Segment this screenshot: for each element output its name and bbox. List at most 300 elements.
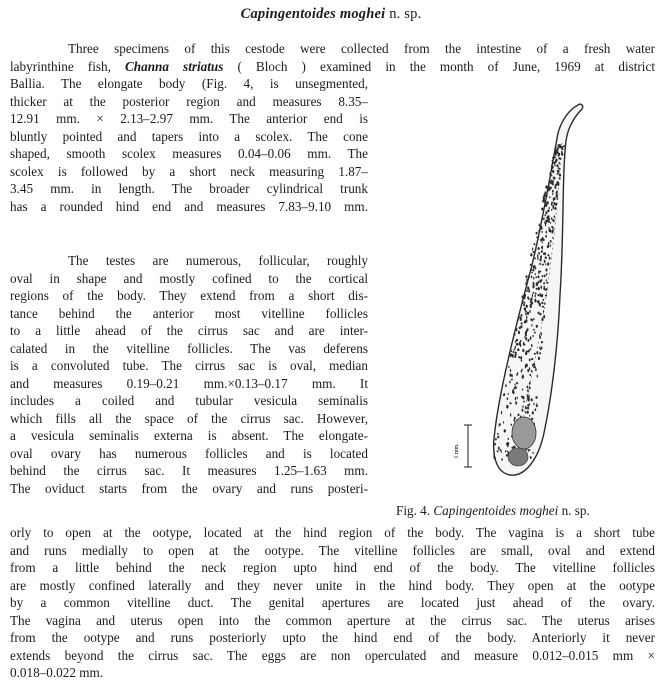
follicle-dot <box>524 294 526 297</box>
text-line: is a convoluted tube. The cirrus sac is oval, median <box>10 358 368 373</box>
ovary <box>508 448 528 466</box>
text-line: a vesicula seminalis externa is absent. The elongate- <box>10 428 368 443</box>
follicle-dot <box>525 364 527 368</box>
follicle-dot <box>518 356 520 358</box>
follicle-dot <box>541 302 543 304</box>
follicle-dot <box>507 397 509 400</box>
follicle-dot <box>540 294 542 297</box>
follicle-dot <box>536 325 538 328</box>
follicle-dot <box>529 387 531 389</box>
follicle-dot <box>547 262 549 265</box>
follicle-dot <box>521 322 523 324</box>
follicle-dot <box>539 263 541 265</box>
follicle-dot <box>526 290 528 292</box>
follicle-dot <box>522 299 524 302</box>
follicle-dot <box>497 450 499 452</box>
follicle-dot <box>508 393 509 395</box>
follicle-dot <box>541 208 543 211</box>
text-line: orly to open at the ootype, located at the hind region of the body. The vagina is a short tube <box>10 525 655 540</box>
follicle-dot <box>531 324 532 327</box>
follicle-dot <box>550 174 552 176</box>
text-line: bluntly pointed and tapers into a scolex. The cone <box>10 128 368 144</box>
follicle-dot <box>531 398 533 401</box>
follicle-dot <box>538 237 539 240</box>
follicle-dot <box>523 344 525 346</box>
follicle-dot <box>550 240 552 243</box>
text-line: thicker at the posterior region and measures 8.35– <box>10 93 368 109</box>
follicle-dot <box>545 211 547 214</box>
follicle-dot <box>523 302 525 304</box>
follicle-dot <box>523 304 525 306</box>
follicle-dot <box>532 363 534 365</box>
follicle-dot <box>552 180 554 182</box>
follicle-dot <box>544 252 546 255</box>
follicle-dot <box>554 207 556 210</box>
follicle-dot <box>534 300 536 303</box>
follicle-dot <box>523 401 525 403</box>
follicle-dot <box>549 257 551 260</box>
follicle-dot <box>514 332 515 335</box>
follicle-dot <box>557 164 559 167</box>
follicle-dot <box>558 157 560 159</box>
follicle-dot <box>517 339 518 341</box>
follicle-dot <box>550 180 551 182</box>
follicle-dot <box>509 381 510 384</box>
follicle-dot <box>534 353 536 355</box>
follicle-dot <box>533 243 535 245</box>
follicle-dot <box>538 271 540 274</box>
follicle-dot <box>538 281 539 284</box>
text-line: The testes are numerous, follicular, roughly <box>68 253 368 268</box>
text-span: ( Bloch ) examined in the month of June, 1969 at district <box>223 58 655 74</box>
follicle-dot <box>533 292 535 294</box>
follicle-dot <box>515 353 517 356</box>
follicle-dot <box>532 294 533 297</box>
follicle-dot <box>538 252 540 254</box>
follicle-dot <box>552 237 553 239</box>
follicle-dot <box>522 349 524 352</box>
follicle-dot <box>541 250 543 252</box>
follicle-dot <box>497 433 499 435</box>
follicle-dot <box>537 294 539 296</box>
follicle-dot <box>526 386 528 389</box>
follicle-dot <box>528 297 529 300</box>
follicle-dot <box>544 214 545 216</box>
follicle-dot <box>538 312 540 315</box>
follicle-dot <box>514 419 515 422</box>
follicle-dot <box>545 263 546 265</box>
follicle-dot <box>550 222 551 224</box>
follicle-dot <box>552 183 554 185</box>
follicle-dot <box>529 310 530 313</box>
follicle-dot <box>553 219 554 222</box>
follicle-dot <box>516 339 517 341</box>
follicle-dot <box>525 313 527 315</box>
text-line: by a common vitelline duct. The genital apertures are located just ahead of the ovary. <box>10 595 655 610</box>
follicle-dot <box>555 203 557 206</box>
text-line: scolex is followed by a short neck measuring 1.87– <box>10 163 368 179</box>
follicle-dot <box>557 190 558 193</box>
follicle-dot <box>530 456 532 459</box>
text-line: 3.45 mm. in length. The broader cylindrical trunk <box>10 181 368 196</box>
follicle-dot <box>527 369 529 372</box>
follicle-dot <box>536 236 537 238</box>
follicle-dot <box>531 370 533 372</box>
follicle-dot <box>540 313 542 316</box>
follicle-dot <box>515 346 516 349</box>
follicle-dot <box>527 404 529 407</box>
title-species-name: Capingentoides moghei <box>240 6 386 22</box>
follicle-dot <box>547 189 549 191</box>
follicle-dot <box>547 209 549 212</box>
follicle-dot <box>556 194 558 197</box>
cirrus-sac <box>512 417 536 449</box>
follicle-dot <box>529 382 531 385</box>
follicle-dot <box>530 264 532 266</box>
follicle-dot <box>527 328 528 332</box>
follicle-dot <box>541 285 543 288</box>
follicle-dot <box>522 302 523 305</box>
follicle-dot <box>563 145 565 147</box>
follicle-dot <box>526 305 527 307</box>
follicle-dot <box>552 230 554 232</box>
follicle-dot <box>545 294 547 296</box>
follicle-dot <box>532 411 534 414</box>
follicle-dot <box>525 282 527 285</box>
follicle-dot <box>516 382 518 385</box>
follicle-dot <box>548 215 549 218</box>
follicle-dot <box>544 193 546 197</box>
follicle-dot <box>537 300 539 303</box>
follicle-dot <box>561 153 563 156</box>
follicle-dot <box>529 449 530 451</box>
follicle-dot <box>548 242 550 245</box>
follicle-dot <box>511 354 513 357</box>
follicle-dot <box>551 226 553 228</box>
follicle-dot <box>537 374 538 377</box>
follicle-dot <box>559 174 561 177</box>
follicle-dot <box>521 370 523 373</box>
follicle-dot <box>528 396 530 399</box>
follicle-dot <box>541 332 542 335</box>
paragraph-anatomy <box>10 252 368 497</box>
follicle-dot <box>507 438 509 440</box>
follicle-dot <box>534 257 536 259</box>
follicle-dot <box>535 408 537 411</box>
follicle-dot <box>498 446 500 449</box>
follicle-dot <box>545 256 547 259</box>
follicle-dot <box>549 230 551 233</box>
follicle-dot <box>501 458 503 461</box>
follicle-dot <box>525 319 527 323</box>
follicle-dot <box>541 318 543 322</box>
follicle-dot <box>495 438 497 440</box>
follicle-dot <box>530 306 532 308</box>
follicle-dot <box>528 275 530 278</box>
follicle-dot <box>542 246 543 249</box>
follicle-dot <box>550 187 552 189</box>
follicle-dot <box>539 335 540 337</box>
follicle-dot <box>509 374 511 377</box>
follicle-dot <box>549 196 550 198</box>
follicle-dot <box>529 358 531 361</box>
follicle-dot <box>538 357 540 360</box>
follicle-dot <box>525 337 527 340</box>
follicle-dot <box>518 330 520 333</box>
follicle-dot <box>551 217 552 220</box>
follicle-dot <box>544 303 545 305</box>
follicle-dot <box>541 347 542 350</box>
caption-suffix: n. sp. <box>558 503 590 518</box>
follicle-dot <box>538 275 540 277</box>
follicle-dot <box>544 201 546 203</box>
follicle-dot <box>535 273 536 275</box>
follicle-dot <box>525 406 527 409</box>
follicle-dot <box>527 410 529 413</box>
follicle-dot <box>536 288 538 290</box>
follicle-dot <box>544 221 546 224</box>
follicle-dot <box>506 405 508 409</box>
follicle-dot <box>520 340 522 342</box>
follicle-dot <box>552 166 553 169</box>
follicle-dot <box>511 379 513 381</box>
text-line: tance behind the anterior most vitelline follicles <box>10 305 368 321</box>
follicle-dot <box>546 273 547 276</box>
text-line: which fills all the space of the cirrus sac. However, <box>10 410 368 426</box>
follicle-dot <box>554 215 556 218</box>
follicle-dot <box>542 264 544 266</box>
follicle-dot <box>553 162 554 164</box>
follicle-dot <box>557 170 559 172</box>
follicle-dot <box>551 203 553 206</box>
follicle-dot <box>521 359 522 361</box>
follicle-dot <box>531 344 532 347</box>
follicle-dot <box>538 230 540 232</box>
follicle-dot <box>529 374 531 376</box>
follicle-dot <box>520 314 522 316</box>
follicle-dot <box>542 306 544 308</box>
follicle-dot <box>530 300 532 304</box>
follicle-dot <box>517 348 519 351</box>
cestode-illustration <box>440 95 660 515</box>
text-line: 0.018–0.022 mm. <box>10 665 104 680</box>
follicle-dot <box>552 193 553 195</box>
follicle-dot <box>522 388 523 390</box>
follicle-dot <box>522 405 523 408</box>
follicle-dot <box>532 335 533 337</box>
follicle-dot <box>494 443 496 445</box>
follicle-dot <box>551 164 553 167</box>
follicle-dot <box>547 254 549 256</box>
follicle-dot <box>527 389 528 392</box>
follicle-dot <box>513 351 515 353</box>
follicle-dot <box>500 449 502 451</box>
follicle-dot <box>510 369 511 372</box>
follicle-dot <box>558 155 560 157</box>
text-line: oval in shape and mostly cofined to the cortical <box>10 270 368 286</box>
paragraph-anatomy-continued <box>10 524 655 682</box>
follicle-dot <box>526 316 527 319</box>
follicle-dot <box>531 417 533 420</box>
follicle-dot <box>531 272 533 274</box>
text-line: has a rounded hind end and measures 7.83–9.10 mm. <box>10 198 368 214</box>
follicle-dot <box>527 350 529 353</box>
follicle-dot <box>541 231 543 233</box>
follicle-dot <box>543 286 545 288</box>
follicle-dot <box>526 275 528 278</box>
follicle-dot <box>493 455 495 458</box>
follicle-dot <box>533 251 535 253</box>
follicle-dot <box>540 279 542 281</box>
text-line: behind the cirrus sac. It measures 1.25–1.63 mm. <box>10 463 368 478</box>
follicle-dot <box>535 276 537 278</box>
follicle-dot <box>555 154 557 156</box>
follicle-dot <box>518 314 519 317</box>
species-name: Channa striatus <box>124 58 224 74</box>
follicle-dot <box>536 232 538 235</box>
text-line: calated in the vitelline follicles. The vas deferens <box>10 340 368 356</box>
follicle-dot <box>532 248 533 251</box>
follicle-dot <box>528 449 529 452</box>
text-line: extends beyond the cirrus sac. The eggs are non operculated and measure 0.012–0.015 mm × <box>10 647 655 663</box>
follicle-dot <box>520 356 522 359</box>
page-title <box>0 6 662 23</box>
follicle-dot <box>522 408 524 411</box>
follicle-dot <box>539 223 540 226</box>
text-line: Ballia. The elongate body (Fig. 4, is unsegmented, <box>10 76 368 91</box>
follicle-dot <box>518 343 520 345</box>
follicle-dot <box>513 446 515 448</box>
follicle-dot <box>530 254 532 257</box>
follicle-dot <box>522 295 523 298</box>
paragraph-description <box>10 75 368 215</box>
follicle-dot <box>542 275 544 277</box>
text-line: The oviduct starts from the ovary and runs posteri- <box>10 480 368 496</box>
follicle-dot <box>504 429 506 432</box>
follicle-dot <box>525 411 526 414</box>
follicle-dot <box>517 397 518 399</box>
follicle-dot <box>517 414 519 417</box>
follicle-dot <box>531 358 533 360</box>
follicle-dot <box>499 424 501 427</box>
follicle-dot <box>533 403 534 406</box>
follicle-dot <box>531 269 533 271</box>
follicle-dot <box>543 252 544 255</box>
follicle-dot <box>533 265 535 268</box>
follicle-dot <box>535 295 536 298</box>
follicle-dot <box>533 318 535 320</box>
follicle-dot <box>517 318 519 320</box>
follicle-dot <box>530 318 532 320</box>
follicle-dot <box>546 279 547 281</box>
follicle-dot <box>508 366 509 368</box>
follicle-dot <box>559 162 560 165</box>
follicle-dot <box>536 282 537 285</box>
follicle-dot <box>501 411 502 414</box>
follicle-dot <box>522 396 524 399</box>
follicle-dot <box>542 200 543 203</box>
text-line: Three specimens of this cestode were collected from the intestine of a fresh water <box>68 41 655 56</box>
follicle-dot <box>548 227 549 229</box>
follicle-dot <box>515 397 516 401</box>
follicle-dot <box>557 152 559 154</box>
follicle-dot <box>507 450 508 452</box>
follicle-dot <box>511 374 512 377</box>
follicle-dot <box>543 315 545 318</box>
follicle-dot <box>538 287 540 290</box>
follicle-dot <box>552 205 554 208</box>
follicle-dot <box>536 403 537 407</box>
follicle-dot <box>559 177 561 179</box>
text-line: are mostly confined laterally and they never unite in the hind body. They open at the ootype <box>10 577 655 593</box>
title-suffix: n. sp. <box>389 6 422 22</box>
follicle-dot <box>545 185 547 188</box>
follicle-dot <box>505 450 506 452</box>
follicle-dot <box>529 415 530 417</box>
follicle-dot <box>535 368 537 371</box>
follicle-dot <box>515 386 517 389</box>
text-line: shaped, smooth scolex measures 0.04–0.06 mm. The <box>10 146 368 161</box>
follicle-dot <box>556 150 558 152</box>
text-line: The vagina and uterus open into the common aperture at the cirrus sac. The uterus arises <box>10 612 655 628</box>
follicle-dot <box>526 279 527 282</box>
follicle-dot <box>541 341 543 344</box>
text-line: regions of the body. They extend from a short dis- <box>10 288 368 303</box>
follicle-dot <box>542 237 544 240</box>
follicle-dot <box>516 328 518 331</box>
follicle-dot <box>503 394 505 397</box>
follicle-dot <box>511 424 513 426</box>
follicle-dot <box>554 185 556 189</box>
follicle-dot <box>562 148 564 150</box>
follicle-dot <box>533 329 535 331</box>
follicle-dot <box>543 310 544 312</box>
follicle-dot <box>510 413 511 416</box>
follicle-dot <box>547 245 549 248</box>
follicle-dot <box>540 271 542 273</box>
follicle-dot <box>507 442 509 445</box>
follicle-dot <box>514 383 515 385</box>
text-line: to a little ahead of the cirrus sac and are inter- <box>10 323 368 338</box>
follicle-dot <box>542 299 544 301</box>
follicle-dot <box>527 394 528 397</box>
caption-species: Capingentoides moghei <box>433 503 559 518</box>
follicle-dot <box>494 452 495 455</box>
follicle-dot <box>535 293 537 295</box>
text-line: and runs medially to open at the ootype. The vitelline follicles are small, oval and extend <box>10 542 655 558</box>
follicle-dot <box>554 164 555 166</box>
follicle-dot <box>535 248 536 251</box>
follicle-dot <box>546 201 548 204</box>
follicle-dot <box>553 198 554 201</box>
follicle-dot <box>546 282 548 284</box>
follicle-dot <box>552 190 554 193</box>
follicle-dot <box>529 367 530 370</box>
follicle-dot <box>513 389 514 392</box>
follicle-dot <box>503 421 504 423</box>
follicle-dot <box>532 285 534 289</box>
follicle-dot <box>544 289 546 291</box>
follicle-dot <box>545 235 547 238</box>
follicle-dot <box>501 451 502 453</box>
follicle-dot <box>524 307 526 310</box>
text-line: oval ovary has numerous follicles and is located <box>10 445 368 461</box>
follicle-dot <box>552 170 554 173</box>
follicle-dot <box>537 351 538 353</box>
text-line <box>10 58 655 76</box>
follicle-dot <box>539 303 541 305</box>
follicle-dot <box>535 396 537 399</box>
